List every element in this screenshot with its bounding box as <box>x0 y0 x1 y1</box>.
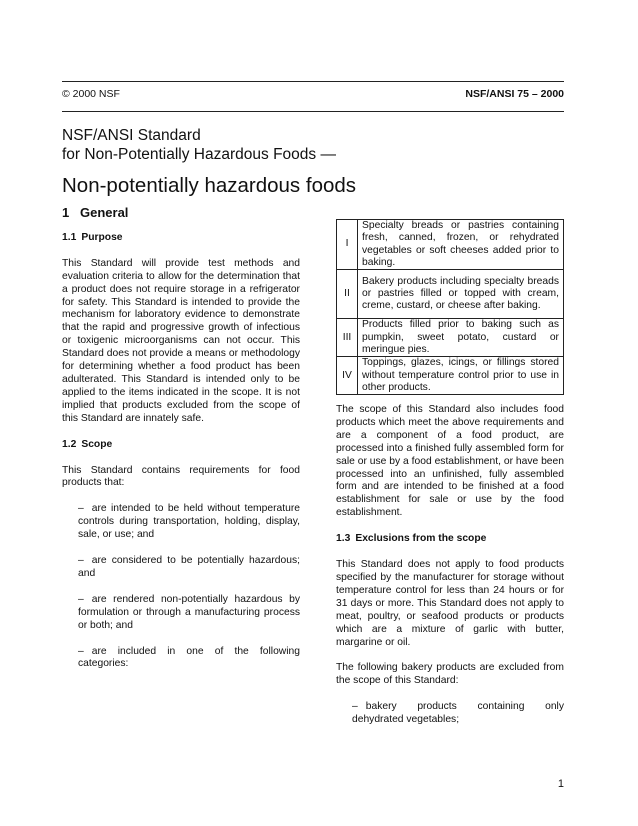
section-1-number: 1 <box>62 205 70 220</box>
scope-also-paragraph: The scope of this Standard also includes food products which meet the above requirements and are a component of a food product, are processed into a finished fully assembled form for sale or use by a food establishment, or have been processed into an unfinished, fully assembled form and are intended to be finished at a food establishment for sale or use by the food establishment. <box>336 404 564 519</box>
scope-item <box>78 555 300 581</box>
category-description: Bakery products including specialty breads or pastries filled or topped with cream, creme, custard, or cheese after baking. <box>358 270 564 319</box>
page-number: 1 <box>557 778 564 790</box>
scope-item-text: are considered to be potentially hazardous; and <box>78 555 300 579</box>
exclusion-item-text: bakery products containing only dehydrated vegetables; <box>352 701 564 726</box>
exclusion-item <box>352 701 564 727</box>
category-description: Products filled prior to baking such as pumpkin, sweet potato, custard or meringue pies. <box>358 319 564 357</box>
category-description: Specialty breads or pastries containing fresh, canned, frozen, or rehydrated vegetables or soft cheeses added prior to baking. <box>358 220 564 270</box>
scope-item <box>78 503 300 542</box>
section-1-heading <box>62 207 300 220</box>
category-number: II <box>337 270 358 319</box>
section-1-1-title: Purpose <box>81 231 123 243</box>
categories-table <box>336 219 564 395</box>
bakery-exclusions-intro: The following bakery products are excluded from the scope of this Standard: <box>336 662 564 687</box>
list-dash: – <box>78 645 84 657</box>
document-heading: Non-potentially hazardous foods <box>62 174 357 197</box>
section-1-2-number: 1.2 <box>62 438 77 450</box>
scope-item-text: are intended to be held without temperature controls during transportation, holding, display, sale, or use; and <box>78 503 300 541</box>
title-line-1: NSF/ANSI Standard <box>62 127 201 144</box>
section-1-3-number: 1.3 <box>336 533 351 545</box>
section-1-3-title: Exclusions from the scope <box>355 533 487 545</box>
header-top-rule <box>62 81 564 82</box>
table-row <box>337 357 564 395</box>
scope-item-text: are included in one of the following categories: <box>78 645 300 670</box>
scope-item <box>78 646 300 672</box>
list-dash: – <box>78 555 84 567</box>
scope-intro: This Standard contains requirements for food products that: <box>62 464 300 489</box>
header-bottom-rule <box>62 111 564 112</box>
table-row <box>337 319 564 357</box>
section-1-2-title: Scope <box>81 438 113 450</box>
category-number: I <box>337 220 358 270</box>
category-description: Toppings, glazes, icings, or fillings stored without temperature control prior to use in other products. <box>358 357 564 395</box>
table-row <box>337 220 564 270</box>
scope-item-text: are rendered non-potentially hazardous by formulation or through a manufacturing process or both; and <box>78 593 300 631</box>
list-dash: – <box>78 593 84 605</box>
section-1-1-number: 1.1 <box>62 231 77 243</box>
header-standard-id: NSF/ANSI 75 – 2000 <box>465 88 564 100</box>
category-number: III <box>337 319 358 357</box>
exclusions-paragraph: This Standard does not apply to food products specified by the manufacturer for storage without temperature control for less than 24 hours or for 31 days or more. This Standard does not apply to meat, poultry, or seafood products or products which are a mixture of garlic with butter, margarine or oil. <box>336 559 564 648</box>
section-1-2-heading <box>62 439 300 452</box>
purpose-paragraph: This Standard will provide test methods and evaluation criteria to allow for the determination that a product does not require storage in a refrigerator for safety. This Standard is intended to provide the mechanism for laboratory evidence to demonstrate that the rapid and progressive growth of infectious or toxigenic microorganisms can not occur. This Standard does not provide a means or methodology for determining whether a food product has been adulterated. This Standard is intended only to be applied to the items indicated in the scope. It is not implied that products excluded from the scope of this Standard are innately safe. <box>62 257 300 424</box>
list-dash: – <box>78 503 84 515</box>
section-1-1-heading <box>62 232 300 245</box>
right-column <box>336 404 564 740</box>
list-dash: – <box>352 701 358 713</box>
left-column <box>62 207 300 684</box>
category-number: IV <box>337 357 358 395</box>
scope-item <box>78 594 300 633</box>
section-1-title: General <box>80 205 129 220</box>
section-1-3-heading <box>336 533 564 546</box>
header-copyright: © 2000 NSF <box>62 88 120 100</box>
document-title <box>62 126 336 164</box>
table-row <box>337 270 564 319</box>
title-line-2: for Non-Potentially Hazardous Foods — <box>62 146 336 163</box>
